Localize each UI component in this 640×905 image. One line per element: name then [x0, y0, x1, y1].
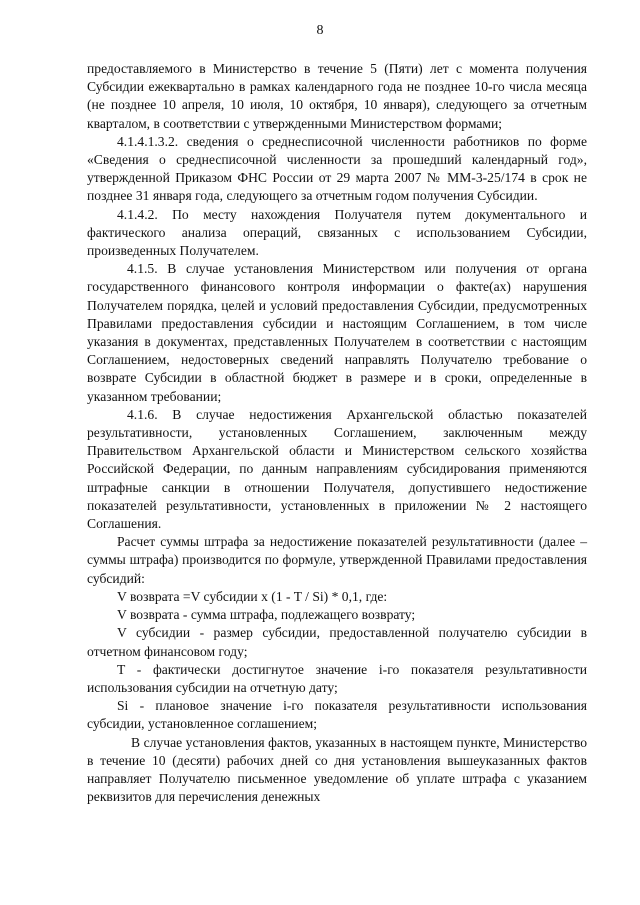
paragraph-4-1-6: 4.1.6. В случае недостижения Архангельской областью показателей результативности, установленных Соглашением, заключенным между Правительством Архангельской области и Министерством сельского хозяйства Российской Федерации, по данным направлениям субсидирования применяются штрафные санкции в отношении Получателя, допустившего недостижение показателей результативности, установленных в приложении № 2 настоящего Соглашения.: [87, 406, 587, 532]
paragraph-4-1-5: 4.1.5. В случае установления Министерством или получения от органа государственного финансового контроля информации о факте(ах) нарушения Получателем порядка, целей и условий предоставления Субсидии, предусмотренных Правилами предоставления субсидии и настоящим Соглашением, в том числе указания в документах, представленных Получателем в соответствии с настоящим Соглашением, недостоверных сведений направлять Получателю требование о возврате Субсидии в областной бюджет в размере и в сроки, определенные в указанном требовании;: [87, 261, 587, 404]
paragraph-4-1-4-2: 4.1.4.2. По месту нахождения Получателя путем документального и фактического анализа операций, связанных с использованием Субсидии, произведенных Получателем.: [87, 206, 587, 259]
formula-definition-v-subsidy: V субсидии - размер субсидии, предоставленной получателю субсидии в отчетном финансовом году;: [87, 625, 587, 659]
paragraph-4-1-4-1-3-2: 4.1.4.1.3.2. сведения о среднесписочной численности работников по форме «Сведения о среднесписочной численности за прошедший календарный год», утвержденной Приказом ФНС России от 29 марта 2007 № ММ-3-25/174 в срок не позднее 31 января года, следующего за отчетным годом получения Субсидии.: [87, 133, 587, 204]
formula-definition-v-return: V возврата - сумма штрафа, подлежащего возврату;: [117, 607, 416, 623]
paragraph-penalty-calculation: Расчет суммы штрафа за недостижение показателей результативности (далее – суммы штрафа) производится по формуле, утвержденной Правилами предоставления субсидий:: [87, 534, 587, 586]
page-number: 8: [316, 23, 324, 38]
formula-definition-t: T - фактически достигнутое значение i-го показателя результативности использования субсидии на отчетную дату;: [87, 661, 587, 695]
document-body: [87, 60, 587, 806]
paragraph-notification: В случае установления фактов, указанных в настоящем пункте, Министерство в течение 10 (десяти) рабочих дней со дня установления вышеуказанных фактов направляет Получателю письменное уведомление об уплате штрафа с указанием реквизитов для перечисления денежных: [87, 734, 587, 805]
paragraph-reporting-forms: предоставляемого в Министерство в течение 5 (Пяти) лет с момента получения Субсидии ежеквартально в рамках календарного года не позднее 10-го числа месяца (не позднее 10 апреля, 10 июля, 10 октября, 10 января), следующего за отчетным кварталом, в соответствии с утвержденными Министерством формами;: [87, 61, 587, 131]
formula-definition-si: Si - плановое значение i-го показателя результативности использования субсидии, установленное соглашением;: [87, 698, 587, 732]
formula-line: V возврата =V субсидии x (1 - T / Si) * 0,1, где:: [117, 588, 388, 604]
